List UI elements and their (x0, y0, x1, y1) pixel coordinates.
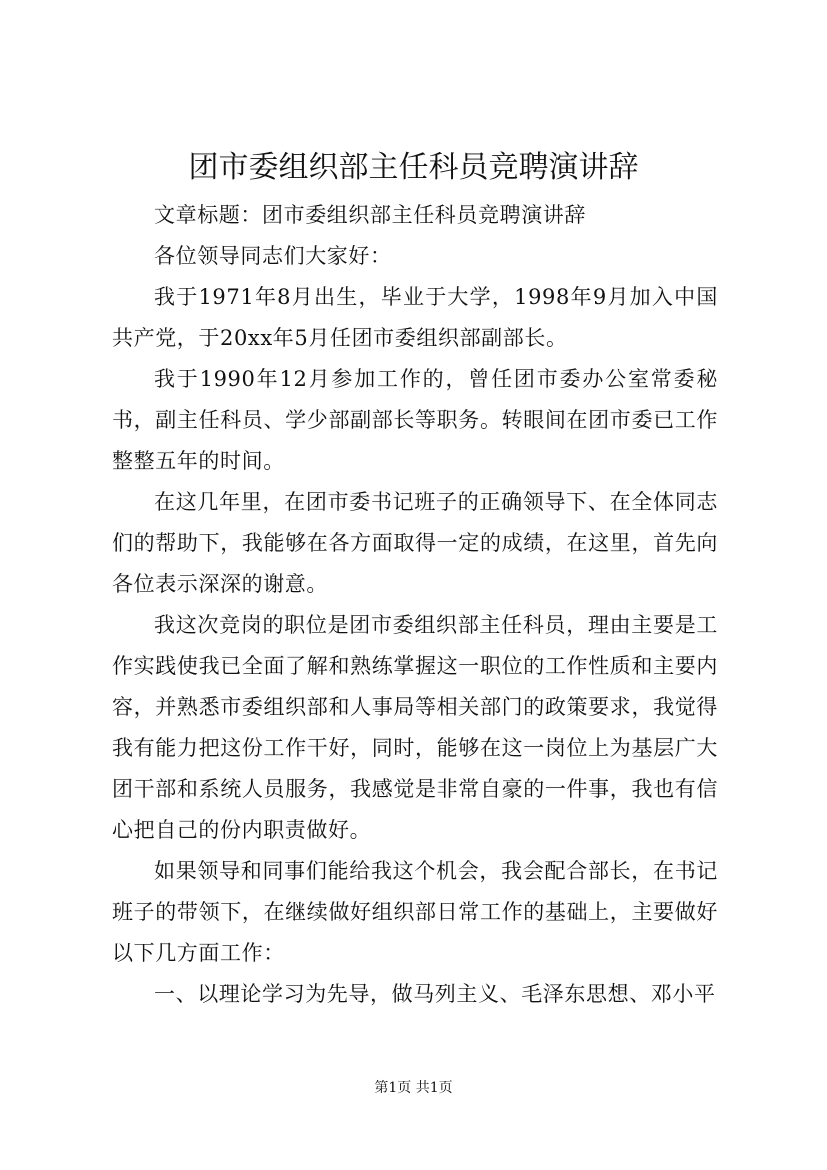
article-title-line: 文章标题：团市委组织部主任科员竞聘演讲辞 (154, 203, 586, 227)
page-number-footer: 第1页 共1页 (374, 1080, 453, 1096)
document-title: 团市委组织部主任科员竞聘演讲辞 (188, 150, 639, 185)
paragraph-work-history: 我于1990年12月参加工作的，曾任团市委办公室常委秘书，副主任科员、学少部副部长等职务。转眼间在团市委已工作整整五年的时间。 (112, 367, 718, 473)
document-body (112, 195, 718, 1015)
paragraph-birth: 我于1971年8月出生，毕业于大学，1998年9月加入中国共产党，于20xx年5月任团市委组织部副部长。 (112, 285, 718, 350)
paragraph-thanks: 在这几年里，在团市委书记班子的正确领导下、在全体同志们的帮助下，我能够在各方面取得一定的成绩，在这里，首先向各位表示深深的谢意。 (112, 490, 718, 596)
paragraph-point-one: 一、以理论学习为先导，做马列主义、毛泽东思想、邓小平 (154, 982, 716, 1006)
greeting-paragraph: 各位领导同志们大家好： (154, 244, 392, 268)
paragraph-reasons: 我这次竞岗的职位是团市委组织部主任科员，理由主要是工作实践使我已全面了解和熟练掌握这一职位的工作性质和主要内容，并熟悉市委组织部和人事局等相关部门的政策要求，我觉得我有能力把这份工作干好，同时，能够在这一岗位上为基层广大团干部和系统人员服务，我感觉是非常自豪的一件事，我也有信心把自己的份内职责做好。 (112, 613, 718, 842)
paragraph-plan: 如果领导和同事们能给我这个机会，我会配合部长，在书记班子的带领下，在继续做好组织部日常工作的基础上，主要做好以下几方面工作： (112, 859, 718, 965)
